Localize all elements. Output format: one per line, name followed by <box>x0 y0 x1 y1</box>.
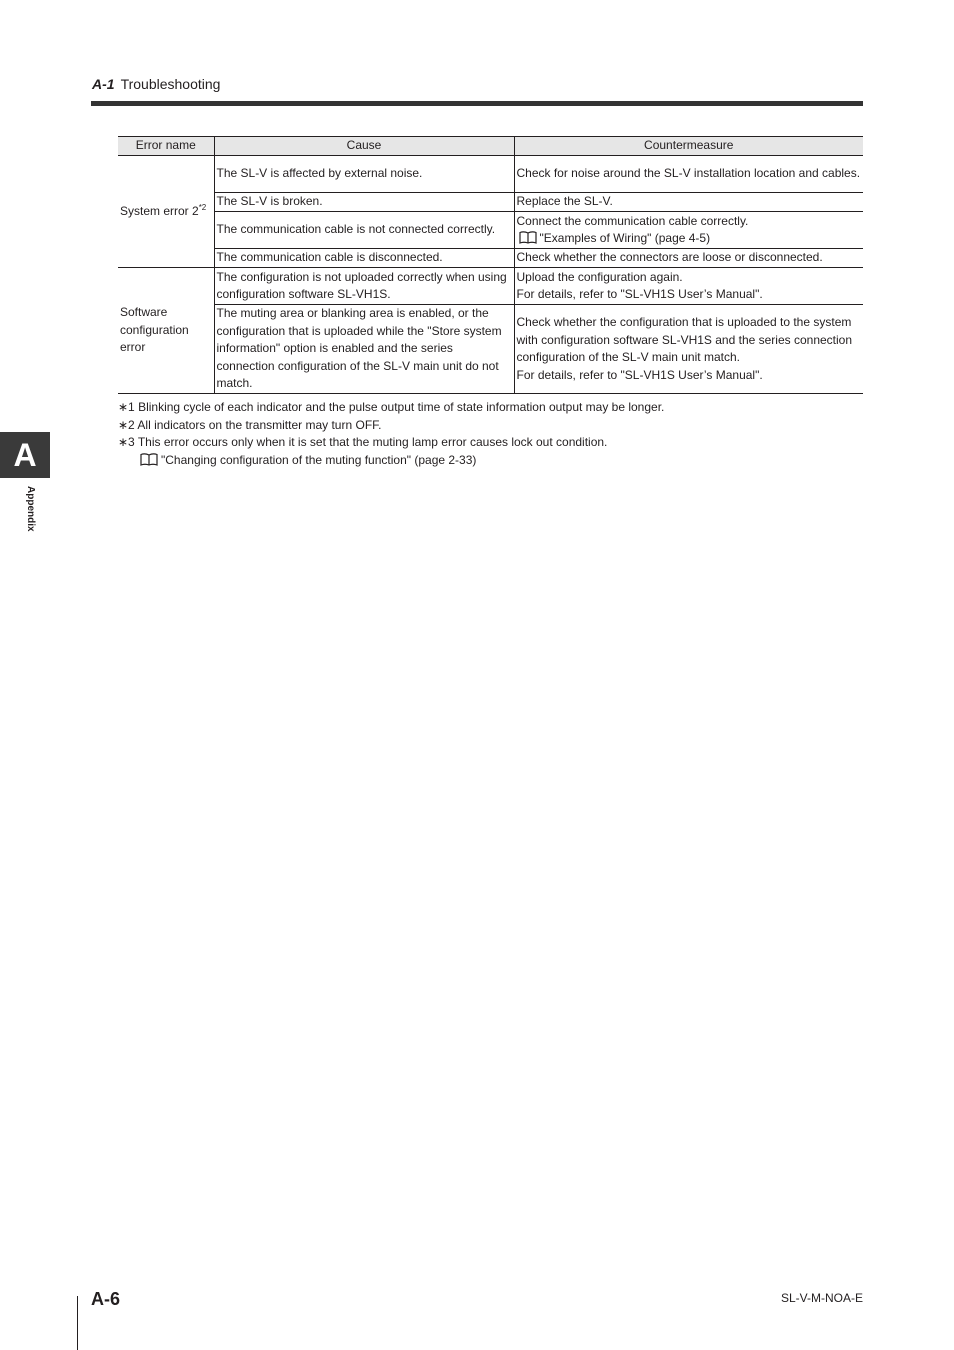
appendix-label: Appendix <box>25 486 36 532</box>
error-name: System error 2 <box>120 203 199 218</box>
table-row <box>118 249 863 268</box>
footnote-reference <box>118 452 863 470</box>
table-row <box>118 156 863 193</box>
wiring-reference-link[interactable]: "Examples of Wiring" (page 4-5) <box>539 231 711 245</box>
error-table <box>118 136 863 394</box>
column-header-error-name: Error name <box>118 137 214 156</box>
footnote: ∗2 All indicators on the transmitter may turn OFF. <box>118 417 382 432</box>
column-header-cause: Cause <box>214 137 514 156</box>
countermeasure-cell <box>514 212 863 249</box>
footnote: ∗1 Blinking cycle of each indicator and the pulse output time of state information output may be longer. <box>118 400 665 414</box>
column-header-countermeasure: Countermeasure <box>514 137 863 156</box>
countermeasure-cell: Check for noise around the SL-V installation location and cables. <box>514 156 863 193</box>
footer-rule <box>77 1296 78 1350</box>
book-icon <box>519 231 537 244</box>
cause-cell: The SL-V is affected by external noise. <box>214 156 514 193</box>
cause-cell: The communication cable is disconnected. <box>214 249 514 268</box>
cause-cell: The muting area or blanking area is enabled, or the configuration that is uploaded while the "Store system information" option is enabled and the series connection configuration of the SL-V main unit do not match. <box>214 305 514 394</box>
countermeasure-cell: Replace the SL-V. <box>514 193 863 212</box>
cause-cell: The SL-V is broken. <box>214 193 514 212</box>
cause-cell: The configuration is not uploaded correctly when using configuration software SL-VH1S. <box>214 268 514 305</box>
footnote-marker: *2 <box>198 202 207 212</box>
document-code: SL-V-M-NOA-E <box>780 1291 863 1305</box>
muting-reference-link[interactable]: "Changing configuration of the muting function" (page 2-33) <box>161 452 477 467</box>
cause-cell: The communication cable is not connected correctly. <box>214 212 514 249</box>
page-number: A-6 <box>91 1289 121 1309</box>
footnote: ∗3 This error occurs only when it is set that the muting lamp error causes lock out condition. <box>118 435 608 449</box>
error-name-cell <box>118 156 214 268</box>
table-row <box>118 305 863 394</box>
countermeasure-text: Check whether the configuration that is uploaded to the system with configuration software SL-VH1S and the series connection configuration of the SL-V main unit match. <box>516 315 853 364</box>
table-row <box>118 212 863 249</box>
section-title: Troubleshooting <box>120 76 221 92</box>
table-row <box>118 268 863 305</box>
table-row <box>118 193 863 212</box>
countermeasure-cell: Check whether the connectors are loose or disconnected. <box>514 249 863 268</box>
countermeasure-cell <box>514 305 863 394</box>
page-header <box>92 76 220 93</box>
countermeasure-text: Connect the communication cable correctly. <box>516 213 749 228</box>
section-number: A-1 <box>92 76 115 92</box>
appendix-tab: A <box>0 432 50 478</box>
countermeasure-text: For details, refer to "SL-VH1S User’s Manual". <box>516 287 763 301</box>
error-name-cell: Software configuration error <box>118 268 214 394</box>
table-header-row <box>118 137 863 156</box>
countermeasure-cell <box>514 268 863 305</box>
book-icon <box>140 453 158 466</box>
footnotes <box>118 399 863 469</box>
countermeasure-text: Upload the configuration again. <box>516 269 683 284</box>
header-rule <box>91 101 863 106</box>
countermeasure-text: For details, refer to "SL-VH1S User’s Manual". <box>516 367 763 382</box>
